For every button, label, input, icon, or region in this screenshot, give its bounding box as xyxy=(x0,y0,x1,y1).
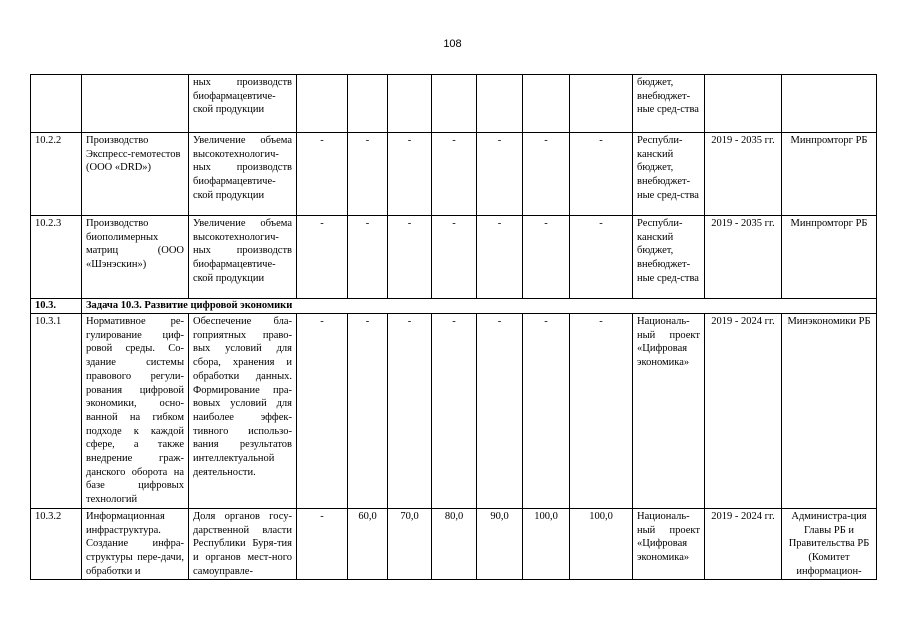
value-cell: - xyxy=(432,314,477,509)
task-id: 10.3. xyxy=(31,299,82,314)
funding-source: Республи-канский бюджет, внебюджет-ные сред-ства xyxy=(633,216,705,299)
value-cell: - xyxy=(388,216,432,299)
value-cell xyxy=(477,75,523,133)
expected-result: Увеличение объема высокотехнологич-ных производств биофармацевтиче-ской продукции xyxy=(189,216,297,299)
funding-source: Националь-ный проект «Цифровая экономика» xyxy=(633,508,705,580)
value-cell: - xyxy=(348,216,388,299)
value-cell xyxy=(523,75,570,133)
expected-result: ных производств биофармацевтиче-ской продукции xyxy=(189,75,297,133)
value-cell xyxy=(348,75,388,133)
value-cell xyxy=(297,75,348,133)
value-cell: - xyxy=(388,314,432,509)
table-row xyxy=(31,508,877,580)
executor: Минпромторг РБ xyxy=(782,216,877,299)
period: 2019 - 2035 гг. xyxy=(705,133,782,216)
value-cell: - xyxy=(477,314,523,509)
value-cell: - xyxy=(297,314,348,509)
executor: Минпромторг РБ xyxy=(782,133,877,216)
task-title: Задача 10.3. Развитие цифровой экономики xyxy=(82,299,877,314)
value-cell: - xyxy=(348,314,388,509)
value-cell xyxy=(388,75,432,133)
expected-result: Доля органов госу-дарственной власти Республики Буря-тия и органов мест-ного самоуправле- xyxy=(189,508,297,580)
funding-source: бюджет, внебюджет-ные сред-ства xyxy=(633,75,705,133)
value-cell: 80,0 xyxy=(432,508,477,580)
page-number: 108 xyxy=(443,38,462,50)
executor: Минэкономики РБ xyxy=(782,314,877,509)
period xyxy=(705,75,782,133)
period: 2019 - 2024 гг. xyxy=(705,314,782,509)
measure-name: Производство биополимерных матриц (ООО «Шэнэскин») xyxy=(82,216,189,299)
row-id: 10.3.2 xyxy=(31,508,82,580)
period: 2019 - 2024 гг. xyxy=(705,508,782,580)
value-cell: - xyxy=(570,133,633,216)
value-cell: - xyxy=(477,133,523,216)
funding-source: Республи-канский бюджет, внебюджет-ные сред-ства xyxy=(633,133,705,216)
period: 2019 - 2035 гг. xyxy=(705,216,782,299)
value-cell: 100,0 xyxy=(523,508,570,580)
value-cell xyxy=(432,75,477,133)
value-cell: - xyxy=(348,133,388,216)
value-cell: - xyxy=(432,216,477,299)
value-cell: 90,0 xyxy=(477,508,523,580)
table-row xyxy=(31,314,877,509)
row-id xyxy=(31,75,82,133)
value-cell: - xyxy=(297,133,348,216)
funding-source: Националь-ный проект «Цифровая экономика» xyxy=(633,314,705,509)
measures-table xyxy=(30,74,877,580)
value-cell: - xyxy=(570,314,633,509)
table-row xyxy=(31,216,877,299)
value-cell: 70,0 xyxy=(388,508,432,580)
measure-name: Информационная инфраструктура. Создание инфра-структуры пере-дачи, обработки и xyxy=(82,508,189,580)
value-cell: 100,0 xyxy=(570,508,633,580)
task-row xyxy=(31,299,877,314)
value-cell: - xyxy=(523,133,570,216)
expected-result: Увеличение объема высокотехнологич-ных производств биофармацевтиче-ской продукции xyxy=(189,133,297,216)
value-cell: - xyxy=(297,216,348,299)
measure-name xyxy=(82,75,189,133)
expected-result: Обеспечение бла-гоприятных право-вых условий для сбора, хранения и обработки данных. Формирование пра-вовых условий для наиболее эффек-тивного использо-вания результатов интеллектуальной деятельности. xyxy=(189,314,297,509)
table-row xyxy=(31,133,877,216)
row-id: 10.2.2 xyxy=(31,133,82,216)
value-cell: - xyxy=(523,216,570,299)
value-cell: - xyxy=(477,216,523,299)
measure-name: Производство Экспресс-гемотестов (ООО «DRD») xyxy=(82,133,189,216)
executor xyxy=(782,75,877,133)
row-id: 10.2.3 xyxy=(31,216,82,299)
measure-name: Нормативное ре-гулирование циф-ровой среды. Со-здание системы правового регули-рования цифровой экономики, осно-ванной на гибком подходе к каждой сфере, а также внедрение граж-данского оборота на базе цифровых технологий xyxy=(82,314,189,509)
row-id: 10.3.1 xyxy=(31,314,82,509)
table-row xyxy=(31,75,877,133)
value-cell: - xyxy=(388,133,432,216)
value-cell xyxy=(570,75,633,133)
value-cell: - xyxy=(523,314,570,509)
value-cell: - xyxy=(432,133,477,216)
value-cell: - xyxy=(570,216,633,299)
value-cell: 60,0 xyxy=(348,508,388,580)
value-cell: - xyxy=(297,508,348,580)
executor: Администра-ция Главы РБ и Правительства РБ (Комитет информацион- xyxy=(782,508,877,580)
